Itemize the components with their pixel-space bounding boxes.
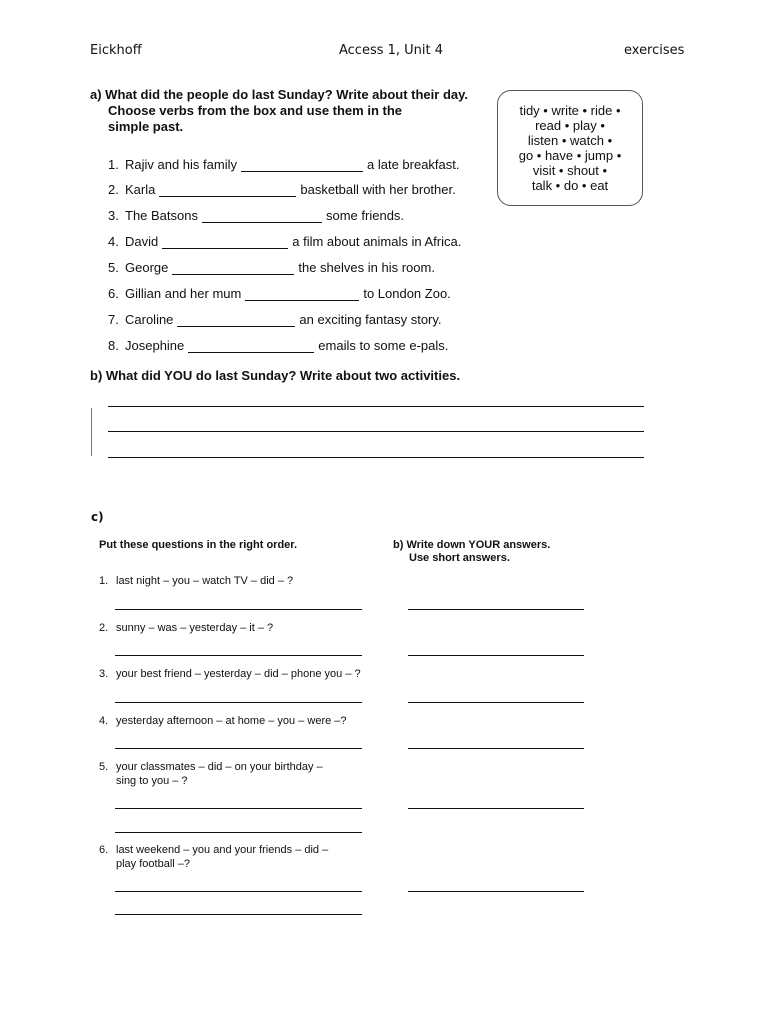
- writing-line[interactable]: [108, 457, 644, 458]
- answer-line[interactable]: [408, 702, 584, 703]
- answer-blank[interactable]: [177, 314, 295, 327]
- sentence-rest: a late breakfast.: [367, 157, 460, 172]
- question-line[interactable]: [115, 808, 362, 809]
- verb-box-line: go • have • jump •: [518, 148, 622, 163]
- answer-blank[interactable]: [172, 262, 294, 275]
- order-question: [99, 621, 273, 635]
- question-words: yesterday afternoon – at home – you – were –?: [116, 715, 347, 727]
- sentence-rest: emails to some e-pals.: [318, 338, 449, 353]
- question-number: 2.: [99, 622, 109, 634]
- question-line[interactable]: [115, 748, 362, 749]
- sentence-item: [108, 234, 461, 249]
- sentence-subject: Caroline: [125, 312, 174, 327]
- writing-line[interactable]: [108, 431, 644, 432]
- sentence-item: [108, 157, 460, 172]
- sentence-rest: some friends.: [326, 208, 405, 223]
- answer-blank[interactable]: [188, 340, 314, 353]
- sentence-item: [108, 208, 404, 223]
- answer-line[interactable]: [408, 655, 584, 656]
- header-title: Access 1, Unit 4: [339, 43, 444, 58]
- question-words: last night – you – watch TV – did – ?: [116, 575, 294, 587]
- answer-instruction-line: b) Write down YOUR answers.: [393, 539, 551, 551]
- order-question: [99, 667, 361, 681]
- question-line[interactable]: [115, 891, 362, 892]
- answer-blank[interactable]: [162, 236, 288, 249]
- sentence-subject: David: [125, 234, 159, 249]
- answer-blank[interactable]: [202, 210, 322, 223]
- section-a-question-line: a) What did the people do last Sunday? Write about their day.: [90, 87, 468, 102]
- sentence-number: 6.: [108, 286, 119, 301]
- question-words: your best friend – yesterday – did – phone you – ?: [116, 668, 361, 680]
- sentence-item: [108, 338, 448, 353]
- section-a-question: [90, 87, 468, 135]
- sentence-rest: an exciting fantasy story.: [299, 312, 442, 327]
- question-number: 5.: [99, 761, 109, 773]
- sentence-rest: the shelves in his room.: [298, 260, 435, 275]
- order-question: [99, 574, 293, 588]
- verb-box-line: tidy • write • ride •: [519, 103, 621, 118]
- question-number: 1.: [99, 575, 109, 587]
- answer-blank[interactable]: [241, 159, 363, 172]
- question-line[interactable]: [115, 609, 362, 610]
- header-type: exercises: [624, 43, 685, 58]
- answer-blank[interactable]: [159, 184, 296, 197]
- sentence-rest: a film about animals in Africa.: [292, 234, 462, 249]
- question-words: play football –?: [116, 858, 190, 870]
- answer-line[interactable]: [408, 748, 584, 749]
- order-question: [99, 843, 328, 871]
- sentence-subject: The Batsons: [125, 208, 198, 223]
- answer-blank[interactable]: [245, 288, 359, 301]
- sentence-number: 3.: [108, 208, 119, 223]
- sentence-subject: Gillian and her mum: [125, 286, 242, 301]
- question-line[interactable]: [115, 832, 362, 833]
- verb-box-line: talk • do • eat: [531, 178, 609, 193]
- sentence-subject: Josephine: [125, 338, 185, 353]
- section-c-label: c): [91, 510, 104, 524]
- question-number: 6.: [99, 844, 109, 856]
- verb-box: [497, 90, 643, 206]
- question-words: sing to you – ?: [116, 775, 188, 787]
- question-line[interactable]: [115, 702, 362, 703]
- answer-line[interactable]: [408, 808, 584, 809]
- answer-line[interactable]: [408, 609, 584, 610]
- verb-box-line: listen • watch •: [527, 133, 613, 148]
- margin-bar: [91, 408, 92, 456]
- order-question: [99, 714, 347, 728]
- sentence-number: 4.: [108, 234, 119, 249]
- sentence-number: 2.: [108, 182, 119, 197]
- question-number: 4.: [99, 715, 109, 727]
- section-b-question: b) What did YOU do last Sunday? Write about two activities.: [90, 368, 461, 383]
- sentence-item: [108, 260, 435, 275]
- answer-line[interactable]: [408, 891, 584, 892]
- section-a-question-line: Choose verbs from the box and use them in the: [108, 103, 402, 118]
- sentence-item: [108, 182, 456, 197]
- question-line[interactable]: [115, 914, 362, 915]
- writing-line[interactable]: [108, 406, 644, 407]
- sentence-subject: Rajiv and his family: [125, 157, 237, 172]
- header-author: Eickhoff: [90, 43, 142, 58]
- sentence-number: 1.: [108, 157, 119, 172]
- sentence-subject: George: [125, 260, 169, 275]
- question-words: last weekend – you and your friends – did –: [116, 844, 329, 856]
- sentence-rest: to London Zoo.: [363, 286, 451, 301]
- question-words: your classmates – did – on your birthday –: [116, 761, 323, 773]
- section-a-question-line: simple past.: [108, 119, 184, 134]
- order-question: [99, 760, 323, 788]
- section-c-answer-instruction: [393, 539, 550, 565]
- answer-instruction-line: Use short answers.: [409, 552, 510, 564]
- question-line[interactable]: [115, 655, 362, 656]
- sentence-number: 5.: [108, 260, 119, 275]
- verb-box-line: read • play •: [535, 118, 605, 133]
- sentence-rest: basketball with her brother.: [300, 182, 456, 197]
- sentence-subject: Karla: [125, 182, 156, 197]
- sentence-number: 7.: [108, 312, 119, 327]
- section-c-instruction: Put these questions in the right order.: [99, 539, 298, 551]
- question-words: sunny – was – yesterday – it – ?: [116, 622, 274, 634]
- sentence-item: [108, 286, 451, 301]
- verb-box-line: visit • shout •: [532, 163, 608, 178]
- sentence-item: [108, 312, 442, 327]
- question-number: 3.: [99, 668, 109, 680]
- sentence-number: 8.: [108, 338, 119, 353]
